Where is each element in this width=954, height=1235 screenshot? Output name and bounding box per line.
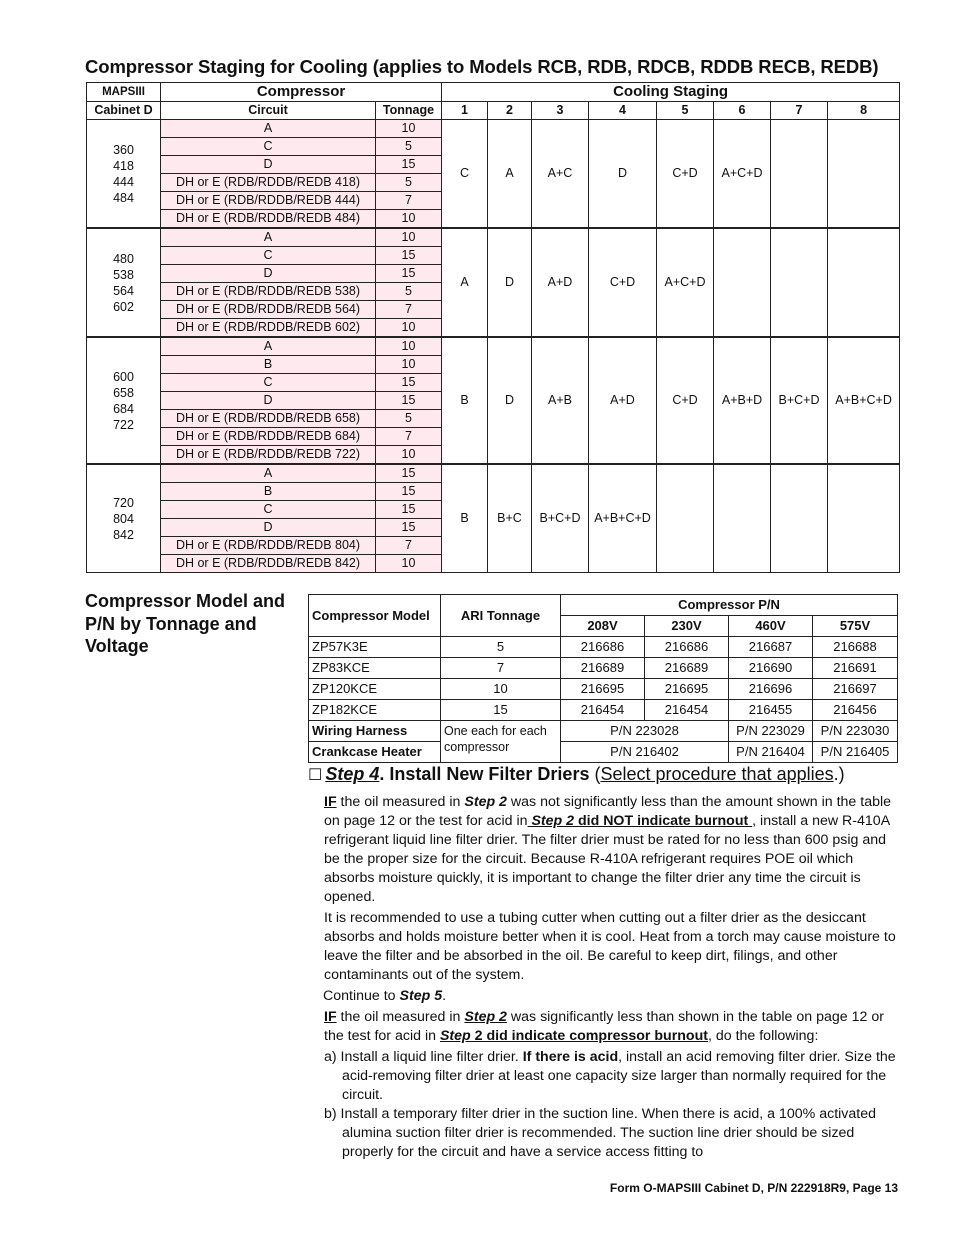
part-number: 216688 <box>813 637 898 658</box>
model-number: 722 <box>113 417 134 432</box>
model-number: 484 <box>113 190 134 205</box>
tonnage-cell: 15 <box>376 265 442 283</box>
circuit-cell: D <box>161 392 376 410</box>
circuit-cell: DH or E (RDB/RDDB/REDB 538) <box>161 283 376 301</box>
model-number: 804 <box>113 511 134 526</box>
circuit-cell: C <box>161 374 376 392</box>
circuit-cell: C <box>161 138 376 156</box>
header-stage: 4 <box>589 102 657 120</box>
text: , do the following: <box>707 1028 819 1044</box>
list-item <box>324 1048 902 1105</box>
stage-cell: D <box>488 337 532 464</box>
part-number: 216690 <box>729 658 813 679</box>
section-title: Compressor Model and P/N by Tonnage and Voltage <box>85 591 286 656</box>
header-cooling-staging: Cooling Staging <box>442 83 900 102</box>
part-number: 216695 <box>645 679 729 700</box>
tonnage-cell: 15 <box>376 374 442 392</box>
step-4-body <box>324 793 902 1162</box>
part-number: 216454 <box>561 700 645 721</box>
circuit-cell: B <box>161 356 376 374</box>
step-ref: Step <box>439 1028 471 1044</box>
paragraph <box>324 793 902 907</box>
tonnage-cell: 10 <box>376 337 442 356</box>
page-footer: Form O-MAPSIII Cabinet D, P/N 222918R9, Page 13 <box>609 1181 898 1195</box>
part-number: 216687 <box>729 637 813 658</box>
tonnage-cell: 10 <box>376 555 442 573</box>
text: , install a new R-410A refrigerant liquid line filter drier. The filter drier must be rated for no less than 600 psig and be the proper size for the circuit. Because R-410A refrigerant requires POE oil which absorbs moisture quickly, it is important to change the filter drier any time the circuit is opened. <box>324 813 890 905</box>
header-cabinet: Cabinet D <box>87 102 161 120</box>
stage-cell <box>828 464 900 573</box>
crank-pn: P/N 216404 <box>729 742 813 763</box>
stage-cell: A+B+C+D <box>828 337 900 464</box>
model-number: 538 <box>113 267 134 282</box>
header-compressor-model: Compressor Model <box>309 595 441 637</box>
header-stage: 5 <box>657 102 714 120</box>
circuit-cell: D <box>161 156 376 174</box>
tonnage-cell: 15 <box>376 483 442 501</box>
ari-tonnage: 10 <box>441 679 561 700</box>
header-circuit: Circuit <box>161 102 376 120</box>
header-stage: 8 <box>828 102 900 120</box>
tonnage-cell: 7 <box>376 428 442 446</box>
compressor-pn-table <box>308 594 898 763</box>
circuit-cell: D <box>161 265 376 283</box>
circuit-cell: DH or E (RDB/RDDB/REDB 722) <box>161 446 376 465</box>
wiring-pn: P/N 223029 <box>729 721 813 742</box>
model-numbers <box>87 337 161 464</box>
circuit-cell: DH or E (RDB/RDDB/REDB 658) <box>161 410 376 428</box>
stage-cell <box>714 228 771 337</box>
staging-row <box>87 464 900 483</box>
compressor-staging-table <box>86 82 900 573</box>
wiring-harness-label: Wiring Harness <box>309 721 441 742</box>
checkbox-icon[interactable]: ☐ <box>308 767 323 784</box>
crankcase-heater-label: Crankcase Heater <box>309 742 441 763</box>
model-number: 418 <box>113 158 134 173</box>
header-stage: 2 <box>488 102 532 120</box>
text: was not significantly less than the amount shown in the table on page 12 or the test for acid in <box>324 794 892 829</box>
part-number: 216697 <box>813 679 898 700</box>
header-stage: 6 <box>714 102 771 120</box>
header-tonnage: Tonnage <box>376 102 442 120</box>
ari-tonnage: 5 <box>441 637 561 658</box>
header-stage: 3 <box>532 102 589 120</box>
tonnage-cell: 15 <box>376 501 442 519</box>
circuit-cell: DH or E (RDB/RDDB/REDB 842) <box>161 555 376 573</box>
crank-pn: P/N 216405 <box>813 742 898 763</box>
header-voltage: 208V <box>561 616 645 637</box>
tonnage-cell: 15 <box>376 156 442 174</box>
text: , install an acid removing filter drier. Size the acid-removing filter drier at least one capacity size larger than normally required for the circuit. <box>342 1049 896 1103</box>
header-voltage: 575V <box>813 616 898 637</box>
header-mapsiii: MAPSIII <box>87 83 161 102</box>
circuit-cell: DH or E (RDB/RDDB/REDB 418) <box>161 174 376 192</box>
staging-row <box>87 337 900 356</box>
stage-cell: A+C <box>532 120 589 229</box>
tonnage-cell: 10 <box>376 446 442 465</box>
each-note: One each for each compressor <box>441 721 561 763</box>
tonnage-cell: 15 <box>376 247 442 265</box>
stage-cell: A <box>488 120 532 229</box>
model-number: 658 <box>113 385 134 400</box>
stage-cell: B <box>442 337 488 464</box>
text: was significantly less than shown in the table on page 12 or the test for acid in <box>324 1009 884 1044</box>
circuit-cell: A <box>161 337 376 356</box>
tonnage-cell: 7 <box>376 537 442 555</box>
part-number: 216689 <box>561 658 645 679</box>
model-number: 360 <box>113 142 134 157</box>
stage-cell: B <box>442 464 488 573</box>
text: the oil measured in <box>336 794 465 810</box>
wiring-pn: P/N 223028 <box>561 721 729 742</box>
stage-cell <box>771 120 828 229</box>
paragraph: It is recommended to use a tubing cutter when cutting out a filter drier as the desiccant absorbs and holds moisture better when it is cool. Heat from a torch may cause moisture to leave the filter and be absorbed in the oil. Be careful to keep dirt, filings, and other contaminants out of the system. <box>324 910 896 983</box>
tonnage-cell: 7 <box>376 301 442 319</box>
header-compressor: Compressor <box>161 83 442 102</box>
header-compressor-pn: Compressor P/N <box>561 595 898 616</box>
part-number: 216454 <box>645 700 729 721</box>
stage-cell: B+C+D <box>771 337 828 464</box>
step-ref: Step 2 <box>464 1009 507 1025</box>
header-stage: 1 <box>442 102 488 120</box>
ari-tonnage: 7 <box>441 658 561 679</box>
emphasis: did NOT indicate burnout <box>574 813 753 829</box>
stage-cell <box>714 464 771 573</box>
circuit-cell: DH or E (RDB/RDDB/REDB 684) <box>161 428 376 446</box>
step-label: Step 4 <box>325 764 380 784</box>
crank-pn: P/N 216402 <box>561 742 729 763</box>
header-stage: 7 <box>771 102 828 120</box>
compressor-model: ZP83KCE <box>309 658 441 679</box>
pn-row <box>309 658 898 679</box>
stage-cell <box>828 228 900 337</box>
paragraph <box>323 987 902 1006</box>
circuit-cell: DH or E (RDB/RDDB/REDB 564) <box>161 301 376 319</box>
part-number: 216691 <box>813 658 898 679</box>
stage-cell: A+B <box>532 337 589 464</box>
compressor-model: ZP57K3E <box>309 637 441 658</box>
step-ref: Step 5 <box>399 988 443 1004</box>
ari-tonnage: 15 <box>441 700 561 721</box>
part-number: 216456 <box>813 700 898 721</box>
circuit-cell: B <box>161 483 376 501</box>
tonnage-cell: 7 <box>376 192 442 210</box>
stage-cell: B+C+D <box>532 464 589 573</box>
model-number: 480 <box>113 251 134 266</box>
text: Continue to <box>323 988 400 1004</box>
text: . <box>442 988 447 1004</box>
tonnage-cell: 5 <box>376 174 442 192</box>
list-item: b) Install a temporary filter drier in the suction line. When there is acid, a 100% activated alumina suction filter drier is recommended. The suction line drier should be sized properly for the circuit and have a service access fitting to <box>324 1106 877 1160</box>
model-number: 720 <box>113 495 134 510</box>
stage-cell: C+D <box>657 337 714 464</box>
page-title: Compressor Staging for Cooling (applies to Models RCB, RDB, RDCB, RDDB RECB, REDB) <box>85 56 879 77</box>
model-number: 564 <box>113 283 134 298</box>
part-number: 216455 <box>729 700 813 721</box>
stage-cell: C+D <box>589 228 657 337</box>
tonnage-cell: 5 <box>376 283 442 301</box>
circuit-cell: A <box>161 464 376 483</box>
model-numbers <box>87 228 161 337</box>
circuit-cell: DH or E (RDB/RDDB/REDB 484) <box>161 210 376 229</box>
circuit-cell: C <box>161 501 376 519</box>
stage-cell: A+D <box>589 337 657 464</box>
model-number: 444 <box>113 174 134 189</box>
stage-cell: B+C <box>488 464 532 573</box>
tonnage-cell: 15 <box>376 519 442 537</box>
step-dot: . <box>379 764 385 784</box>
model-number: 602 <box>113 299 134 314</box>
step-ref: Step 2 <box>464 794 507 810</box>
stage-cell: A+C+D <box>657 228 714 337</box>
part-number: 216686 <box>645 637 729 658</box>
pn-row <box>309 700 898 721</box>
emphasis: 2 did indicate compressor burnout <box>470 1028 708 1044</box>
wiring-pn: P/N 223030 <box>813 721 898 742</box>
compressor-model: ZP182KCE <box>309 700 441 721</box>
circuit-cell: A <box>161 228 376 247</box>
circuit-cell: D <box>161 519 376 537</box>
model-number: 684 <box>113 401 134 416</box>
tonnage-cell: 15 <box>376 392 442 410</box>
step-title: Install New Filter Driers <box>384 764 595 784</box>
text: a) Install a liquid line filter drier. <box>324 1049 523 1065</box>
part-number: 216689 <box>645 658 729 679</box>
paren-close: .) <box>833 764 845 784</box>
stage-cell: A+B+C+D <box>589 464 657 573</box>
stage-cell <box>828 120 900 229</box>
header-voltage: 460V <box>729 616 813 637</box>
model-number: 600 <box>113 369 134 384</box>
stage-cell: D <box>589 120 657 229</box>
circuit-cell: DH or E (RDB/RDDB/REDB 804) <box>161 537 376 555</box>
model-numbers <box>87 120 161 229</box>
stage-cell <box>771 228 828 337</box>
select-note: Select procedure that applies <box>600 764 834 784</box>
stage-cell: A+D <box>532 228 589 337</box>
stage-cell: C <box>442 120 488 229</box>
model-number: 842 <box>113 527 134 542</box>
part-number: 216686 <box>561 637 645 658</box>
tonnage-cell: 10 <box>376 210 442 229</box>
emphasis: If there is acid <box>522 1049 619 1065</box>
circuit-cell: DH or E (RDB/RDDB/REDB 444) <box>161 192 376 210</box>
compressor-model: ZP120KCE <box>309 679 441 700</box>
circuit-cell: C <box>161 247 376 265</box>
tonnage-cell: 10 <box>376 319 442 338</box>
tonnage-cell: 5 <box>376 138 442 156</box>
step-ref: Step 2 <box>527 813 575 829</box>
stage-cell: D <box>488 228 532 337</box>
tonnage-cell: 10 <box>376 356 442 374</box>
pn-row <box>309 637 898 658</box>
header-voltage: 230V <box>645 616 729 637</box>
if-word: IF <box>324 794 337 810</box>
stage-cell <box>657 464 714 573</box>
pn-row <box>309 679 898 700</box>
stage-cell: A+B+D <box>714 337 771 464</box>
staging-row <box>87 228 900 247</box>
paragraph <box>324 1008 902 1046</box>
stage-cell: A+C+D <box>714 120 771 229</box>
step-4-heading <box>308 764 845 785</box>
tonnage-cell: 15 <box>376 464 442 483</box>
circuit-cell: DH or E (RDB/RDDB/REDB 602) <box>161 319 376 338</box>
stage-cell: C+D <box>657 120 714 229</box>
header-ari-tonnage: ARI Tonnage <box>441 595 561 637</box>
stage-cell <box>771 464 828 573</box>
circuit-cell: A <box>161 120 376 138</box>
tonnage-cell: 10 <box>376 120 442 138</box>
staging-row <box>87 120 900 138</box>
tonnage-cell: 5 <box>376 410 442 428</box>
tonnage-cell: 10 <box>376 228 442 247</box>
if-word: IF <box>324 1009 337 1025</box>
text: the oil measured in <box>336 1009 465 1025</box>
part-number: 216696 <box>729 679 813 700</box>
part-number: 216695 <box>561 679 645 700</box>
stage-cell: A <box>442 228 488 337</box>
paren-open: ( <box>594 764 601 784</box>
model-numbers <box>87 464 161 573</box>
